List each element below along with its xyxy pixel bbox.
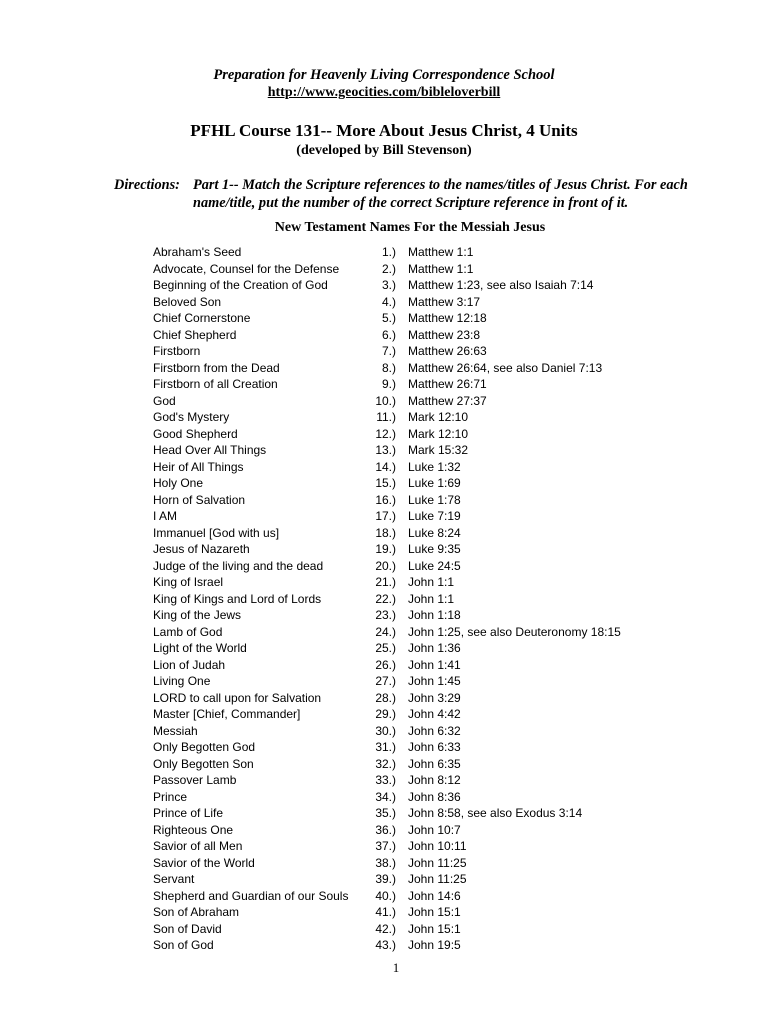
- reference-number: 12.): [375, 426, 396, 441]
- scripture-reference: Luke 1:69: [408, 476, 461, 490]
- scripture-reference: Luke 8:24: [408, 525, 461, 540]
- reference-number: 43.): [375, 938, 396, 952]
- title-name: King of Kings and Lord of Lords: [153, 591, 322, 606]
- reference-number: 42.): [375, 921, 396, 936]
- scripture-reference: John 15:1: [408, 905, 461, 919]
- page-number: 1: [392, 960, 400, 975]
- title-name: Advocate, Counsel for the Defense: [153, 261, 340, 276]
- title-name: Son of God: [153, 938, 214, 952]
- title-name: Son of David: [153, 921, 222, 936]
- list-item: [0, 640, 768, 657]
- list-item: [0, 657, 768, 674]
- scripture-reference: John 11:25: [408, 855, 467, 870]
- scripture-reference: Mark 12:10: [408, 426, 469, 441]
- reference-number: 15.): [375, 476, 396, 490]
- title-name: Prince of Life: [153, 806, 224, 820]
- list-item: [0, 327, 768, 344]
- title-name: Lion of Judah: [153, 657, 226, 672]
- title-name: Good Shepherd: [153, 426, 238, 441]
- section-heading: New Testament Names For the Messiah Jesus: [274, 220, 546, 235]
- title-name: Horn of Salvation: [153, 492, 246, 507]
- title-name: Judge of the living and the dead: [153, 558, 324, 573]
- title-name: King of the Jews: [153, 608, 242, 622]
- title-name: Only Begotten Son: [153, 756, 254, 771]
- reference-number: 19.): [375, 542, 396, 556]
- reference-number: 25.): [375, 641, 396, 655]
- reference-number: 20.): [375, 558, 396, 573]
- scripture-reference: John 19:5: [408, 938, 461, 952]
- list-item: [0, 607, 768, 624]
- title-name: Holy One: [153, 476, 204, 490]
- list-item: [0, 343, 768, 360]
- list-item: [0, 591, 768, 608]
- reference-number: 33.): [375, 773, 396, 787]
- title-name: Firstborn from the Dead: [153, 360, 280, 375]
- scripture-reference: Luke 7:19: [408, 509, 461, 523]
- title-name: Chief Shepherd: [153, 327, 237, 342]
- reference-number: 4.): [381, 294, 396, 309]
- reference-number: 38.): [375, 855, 396, 870]
- reference-number: 16.): [375, 492, 396, 507]
- scripture-reference: Matthew 1:23, see also Isaiah 7:14: [408, 278, 594, 292]
- reference-number: 2.): [381, 261, 396, 276]
- title-name: Savior of all Men: [153, 839, 243, 853]
- scripture-reference: John 1:41: [408, 657, 461, 672]
- list-item: [0, 475, 768, 492]
- names-references-list: [0, 244, 768, 954]
- scripture-reference: Luke 1:32: [408, 459, 461, 474]
- reference-number: 39.): [375, 872, 396, 886]
- list-item: [0, 261, 768, 278]
- title-name: Immanuel [God with us]: [153, 525, 280, 540]
- list-item: [0, 855, 768, 872]
- scripture-reference: Matthew 3:17: [408, 294, 481, 309]
- scripture-reference: Matthew 1:1: [408, 261, 474, 276]
- list-item: [0, 921, 768, 938]
- list-item: [0, 756, 768, 773]
- scripture-reference: John 1:1: [408, 575, 455, 589]
- list-item: [0, 294, 768, 311]
- scripture-reference: Luke 9:35: [408, 542, 461, 556]
- reference-number: 7.): [381, 344, 396, 358]
- list-item: [0, 706, 768, 723]
- title-name: Chief Cornerstone: [153, 311, 251, 325]
- scripture-reference: John 1:45: [408, 674, 461, 688]
- list-item: [0, 508, 768, 525]
- scripture-reference: Luke 24:5: [408, 558, 461, 573]
- reference-number: 37.): [375, 839, 396, 853]
- list-item: [0, 310, 768, 327]
- directions-text: Part 1-- Match the Scripture references to the names/titles of Jesus Christ. For each name/title, put the number of the correct Scripture reference in front of it.: [193, 177, 688, 211]
- scripture-reference: Matthew 26:63: [408, 344, 487, 358]
- scripture-reference: Matthew 26:64, see also Daniel 7:13: [408, 360, 603, 375]
- list-item: [0, 888, 768, 905]
- list-item: [0, 772, 768, 789]
- scripture-reference: Matthew 23:8: [408, 327, 481, 342]
- reference-number: 26.): [375, 657, 396, 672]
- reference-number: 23.): [375, 608, 396, 622]
- list-item: [0, 904, 768, 921]
- reference-number: 40.): [375, 888, 396, 903]
- reference-number: 35.): [375, 806, 396, 820]
- reference-number: 1.): [381, 245, 396, 259]
- reference-number: 22.): [375, 591, 396, 606]
- reference-number: 32.): [375, 756, 396, 771]
- title-name: Shepherd and Guardian of our Souls: [153, 888, 349, 903]
- title-name: God: [153, 393, 176, 408]
- list-item: [0, 244, 768, 261]
- title-name: Living One: [153, 674, 211, 688]
- scripture-reference: John 6:33: [408, 740, 461, 754]
- reference-number: 14.): [375, 459, 396, 474]
- list-item: [0, 492, 768, 509]
- reference-number: 36.): [375, 822, 396, 837]
- title-name: I AM: [153, 509, 178, 523]
- list-item: [0, 277, 768, 294]
- list-item: [0, 442, 768, 459]
- reference-number: 17.): [375, 509, 396, 523]
- reference-number: 24.): [375, 624, 396, 639]
- title-name: Messiah: [153, 723, 198, 738]
- reference-number: 9.): [381, 377, 396, 391]
- title-name: Firstborn of all Creation: [153, 377, 278, 391]
- reference-number: 30.): [375, 723, 396, 738]
- list-item: [0, 360, 768, 377]
- reference-number: 13.): [375, 443, 396, 457]
- scripture-reference: Mark 12:10: [408, 410, 469, 424]
- title-name: Heir of All Things: [153, 459, 244, 474]
- reference-number: 28.): [375, 690, 396, 705]
- list-item: [0, 624, 768, 641]
- title-name: Firstborn: [153, 344, 201, 358]
- reference-number: 10.): [375, 393, 396, 408]
- scripture-reference: John 14:6: [408, 888, 461, 903]
- list-item: [0, 690, 768, 707]
- title-name: Servant: [153, 872, 195, 886]
- developer-credit: (developed by Bill Stevenson): [296, 143, 472, 158]
- title-name: Lamb of God: [153, 624, 223, 639]
- scripture-reference: John 3:29: [408, 690, 461, 705]
- scripture-reference: John 4:42: [408, 707, 461, 721]
- directions-label: Directions:: [114, 177, 180, 193]
- scripture-reference: John 1:25, see also Deuteronomy 18:15: [408, 624, 621, 639]
- document-header: [0, 66, 768, 101]
- list-item: [0, 805, 768, 822]
- scripture-reference: Mark 15:32: [408, 443, 469, 457]
- title-name: Abraham's Seed: [153, 245, 242, 259]
- title-name: LORD to call upon for Salvation: [153, 690, 322, 705]
- title-name: God's Mystery: [153, 410, 230, 424]
- reference-number: 21.): [375, 575, 396, 589]
- scripture-reference: Matthew 12:18: [408, 311, 487, 325]
- list-item: [0, 838, 768, 855]
- title-name: Savior of the World: [153, 855, 255, 870]
- list-item: [0, 723, 768, 740]
- scripture-reference: John 15:1: [408, 921, 461, 936]
- school-name: Preparation for Heavenly Living Correspondence School: [213, 67, 555, 83]
- title-name: Head Over All Things: [153, 443, 267, 457]
- school-url-link[interactable]: http://www.geocities.com/bibleloverbill: [267, 85, 501, 100]
- title-name: Beginning of the Creation of God: [153, 278, 328, 292]
- title-name: Jesus of Nazareth: [153, 542, 250, 556]
- reference-number: 11.): [376, 410, 396, 424]
- scripture-reference: John 6:35: [408, 756, 461, 771]
- scripture-reference: John 1:1: [408, 591, 455, 606]
- scripture-reference: John 8:58, see also Exodus 3:14: [408, 806, 583, 820]
- list-item: [0, 937, 768, 954]
- reference-number: 41.): [375, 905, 396, 919]
- list-item: [0, 673, 768, 690]
- reference-number: 18.): [375, 525, 396, 540]
- scripture-reference: Luke 1:78: [408, 492, 461, 507]
- reference-number: 3.): [381, 278, 396, 292]
- list-item: [0, 558, 768, 575]
- scripture-reference: John 1:36: [408, 641, 461, 655]
- scripture-reference: Matthew 26:71: [408, 377, 487, 391]
- scripture-reference: Matthew 1:1: [408, 245, 474, 259]
- list-item: [0, 459, 768, 476]
- scripture-reference: John 1:18: [408, 608, 461, 622]
- reference-number: 5.): [381, 311, 396, 325]
- list-item: [0, 574, 768, 591]
- list-item: [0, 525, 768, 542]
- list-item: [0, 789, 768, 806]
- title-name: Passover Lamb: [153, 773, 237, 787]
- title-name: Righteous One: [153, 822, 234, 837]
- reference-number: 29.): [375, 707, 396, 721]
- reference-number: 8.): [381, 360, 396, 375]
- reference-number: 27.): [375, 674, 396, 688]
- list-item: [0, 426, 768, 443]
- list-item: [0, 376, 768, 393]
- list-item: [0, 822, 768, 839]
- title-name: Prince: [153, 789, 188, 804]
- title-name: Master [Chief, Commander]: [153, 707, 301, 721]
- list-item: [0, 393, 768, 410]
- scripture-reference: John 8:36: [408, 789, 461, 804]
- scripture-reference: Matthew 27:37: [408, 393, 487, 408]
- list-item: [0, 409, 768, 426]
- scripture-reference: John 8:12: [408, 773, 461, 787]
- course-title: PFHL Course 131-- More About Jesus Christ, 4 Units: [190, 121, 578, 140]
- title-name: Beloved Son: [153, 294, 222, 309]
- list-item: [0, 871, 768, 888]
- scripture-reference: John 6:32: [408, 723, 461, 738]
- scripture-reference: John 10:11: [408, 839, 467, 853]
- scripture-reference: John 10:7: [408, 822, 461, 837]
- title-name: King of Israel: [153, 575, 224, 589]
- list-item: [0, 739, 768, 756]
- scripture-reference: John 11:25: [408, 872, 467, 886]
- title-name: Only Begotten God: [153, 740, 256, 754]
- title-name: Son of Abraham: [153, 905, 240, 919]
- reference-number: 34.): [375, 789, 396, 804]
- list-item: [0, 541, 768, 558]
- title-name: Light of the World: [153, 641, 247, 655]
- reference-number: 6.): [381, 327, 396, 342]
- reference-number: 31.): [375, 740, 396, 754]
